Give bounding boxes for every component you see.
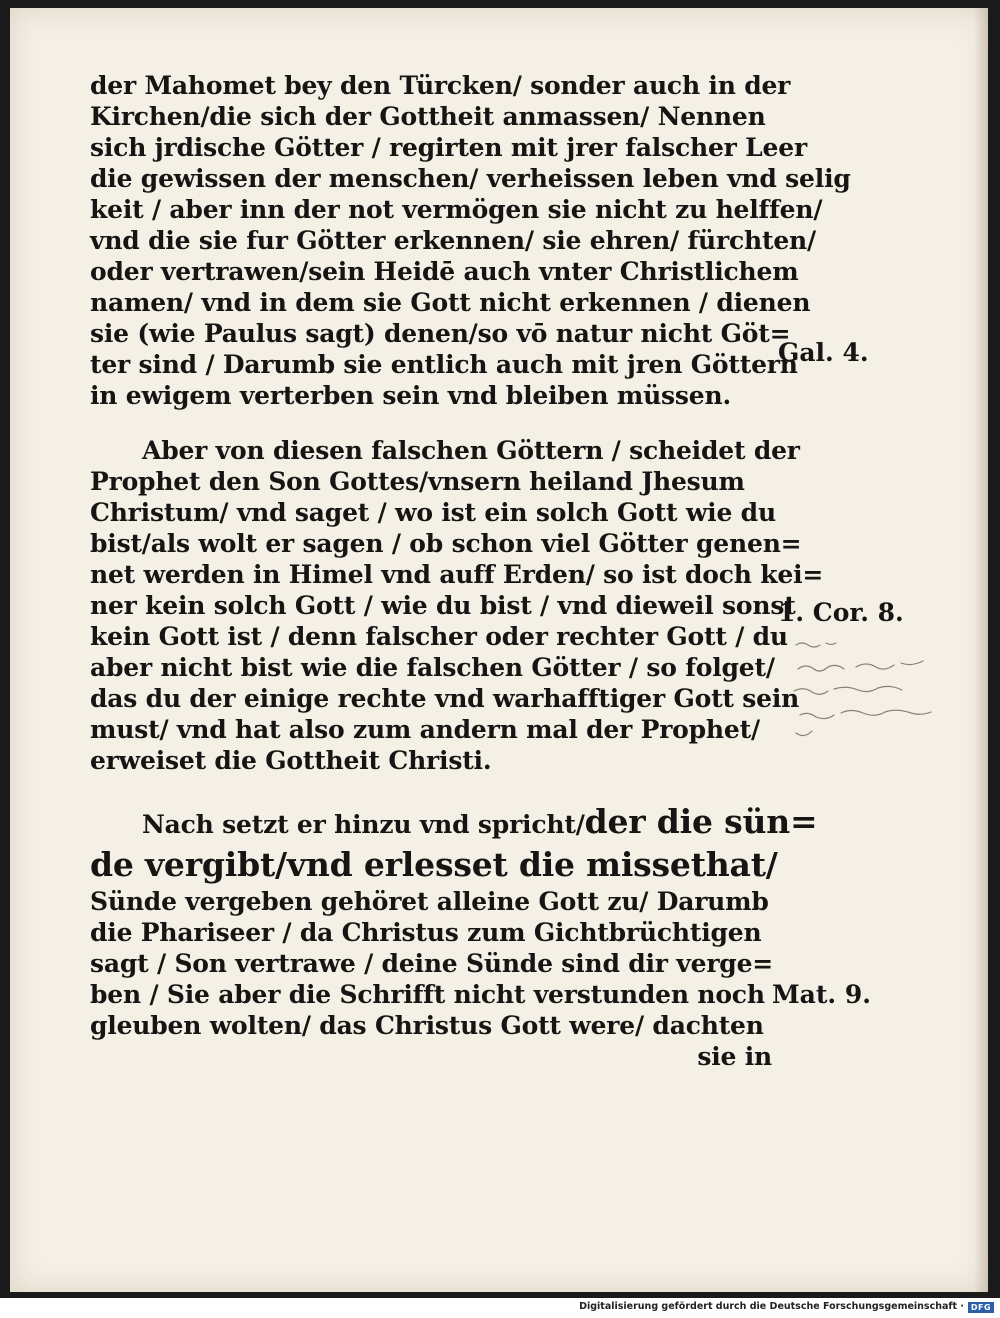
text-line: aber nicht bist wie die falschen Götter / so folget/ [90,653,775,682]
text-line: die Phariseer / da Christus zum Gichtbrüchtigen [90,918,762,947]
text-line-mixed [90,800,818,844]
text-line: keit / aber inn der not vermögen sie nicht zu helffen/ [90,195,823,224]
footer-bar [0,1298,1000,1318]
text-line: Christum/ vnd saget / wo ist ein solch Gott wie du [90,498,776,527]
handwritten-pencil-annotation [786,633,986,763]
text-line: ter sind / Darumb sie entlich auch mit jren Göttern [90,350,798,379]
text-line: die gewissen der menschen/ verheissen leben vnd selig [90,164,851,193]
para3-emphasis-1: der die sün= [584,802,818,841]
text-line: ner kein solch Gott / wie du bist / vnd dieweil sonst [90,591,796,620]
text-line: sich jrdische Götter / regirten mit jrer falscher Leer [90,133,807,162]
text-line: gleuben wolten/ das Christus Gott were/ dachten [90,1011,764,1040]
book-page [10,8,988,1292]
text-line: Aber von diesen falschen Göttern / scheidet der [142,436,800,465]
dfg-logo: DFG [968,1302,994,1313]
margin-note-gal: Gal. 4. [778,338,869,367]
catchword: sie in [697,1042,772,1071]
margin-note-cor: 1. Cor. 8. [778,598,904,627]
text-line: net werden in Himel vnd auff Erden/ so ist doch kei= [90,560,824,589]
text-line: das du der einige rechte vnd warhafftiger Gott sein [90,684,800,713]
text-line: sie (wie Paulus sagt) denen/so vō natur nicht Göt= [90,319,791,348]
text-line: kein Gott ist / denn falscher oder rechter Gott / du [90,622,788,651]
text-line: namen/ vnd in dem sie Gott nicht erkennen / dienen [90,288,811,317]
text-line: ben / Sie aber die Schrifft nicht verstunden noch [90,980,765,1009]
text-line: der Mahomet bey den Türcken/ sonder auch in der [90,71,791,100]
text-line: vnd die sie fur Götter erkennen/ sie ehren/ fürchten/ [90,226,816,255]
text-line: Sünde vergeben gehöret alleine Gott zu/ Darumb [90,887,769,916]
text-line: Kirchen/die sich der Gottheit anmassen/ Nennen [90,102,766,131]
text-line: in ewigem verterben sein vnd bleiben müssen. [90,381,731,410]
margin-note-mat: Mat. 9. [772,980,871,1009]
text-line: Prophet den Son Gottes/vnsern heiland Jhesum [90,467,745,496]
text-line: erweiset die Gottheit Christi. [90,746,492,775]
footer-credit: Digitalisierung gefördert durch die Deutsche Forschungsgemeinschaft · [579,1301,964,1312]
text-line: oder vertrawen/sein Heidē auch vnter Christlichem [90,257,799,286]
text-line: sagt / Son vertrawe / deine Sünde sind dir verge= [90,949,774,978]
para3-emphasis-2: de vergibt/vnd erlesset die missethat/ [90,845,778,884]
para3-intro: Nach setzt er hinzu vnd spricht/ [142,810,585,839]
text-line: bist/als wolt er sagen / ob schon viel Götter genen= [90,529,802,558]
text-line: must/ vnd hat also zum andern mal der Prophet/ [90,715,760,744]
